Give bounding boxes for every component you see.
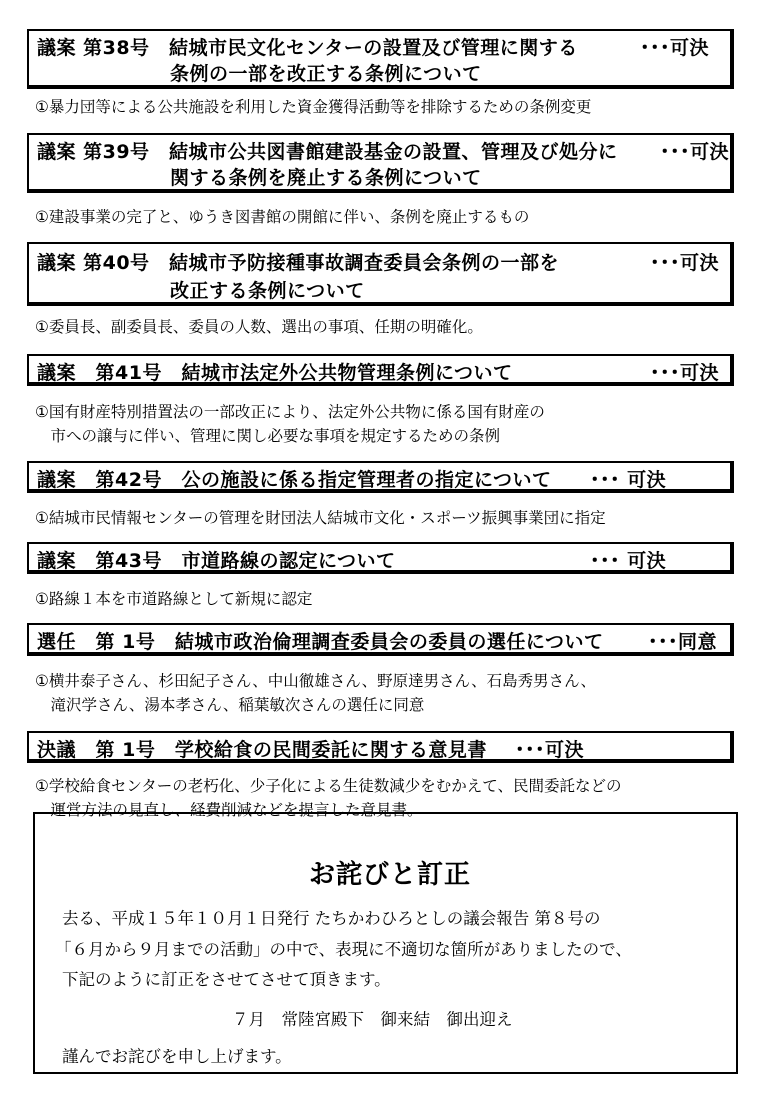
bill-result-42: ･･･ 可決 (590, 469, 667, 491)
appointment-heading-1: 選任 第 1号 結城市政治倫理調査委員会の委員の選任について (37, 631, 604, 653)
bill-result-41: ･･･可決 (650, 362, 720, 384)
bill-heading-43: 議案 第43号 市道路線の認定について (37, 550, 396, 572)
bill-desc-41-line1: ①国有財産特別措置法の一部改正により、法定外公共物に係る国有財産の (35, 403, 545, 421)
resolution-desc-line2: 運営方法の見直し、経費削減などを提言した意見書。 (35, 801, 423, 819)
bill-result-39: ･･･可決 (660, 141, 730, 163)
resolution-result-1: ･･･可決 (515, 739, 585, 761)
bill-result-38: ･･･可決 (640, 37, 710, 59)
appointment-desc-line1: ①横井泰子さん、杉田紀子さん、中山徹雄さん、野原達男さん、石島秀男さん、 (35, 672, 597, 690)
bill-desc-42: ①結城市民情報センターの管理を財団法人結城市文化・スポーツ振興事業団に指定 (35, 509, 606, 527)
appointment-desc-line2: 滝沢学さん、湯本孝さん、稲葉敏次さんの選任に同意 (35, 696, 425, 714)
resolution-heading-1: 決議 第 1号 学校給食の民間委託に関する意見書 (37, 739, 487, 761)
bill-heading-42: 議案 第42号 公の施設に係る指定管理者の指定について (37, 469, 552, 491)
bill-heading-40-cont: 改正する条例について (170, 280, 365, 302)
bill-heading-40: 議案 第40号 結城市予防接種事故調査委員会条例の一部を (37, 252, 560, 274)
bill-heading-38: 議案 第38号 結城市民文化センターの設置及び管理に関する (37, 37, 578, 59)
bill-heading-39: 議案 第39号 結城市公共図書館建設基金の設置、管理及び処分に (37, 141, 618, 163)
bill-result-40: ･･･可決 (650, 252, 720, 274)
bill-desc-39: ①建設事業の完了と、ゆうき図書館の開館に伴い、条例を廃止するもの (35, 208, 530, 226)
apology-correction: ７月 常陸宮殿下 御来結 御出迎え (232, 1010, 513, 1029)
apology-title: お詫びと訂正 (308, 860, 471, 890)
bill-heading-41: 議案 第41号 結城市法定外公共物管理条例について (37, 362, 513, 384)
apology-line-1: 去る、平成１５年１０月１日発行 たちかわひろとしの議会報告 第８号の (62, 909, 601, 928)
apology-line-3: 下記のように訂正をさせてさせて頂きます。 (62, 970, 391, 989)
bill-result-43: ･･･ 可決 (590, 550, 667, 572)
bill-desc-43: ①路線１本を市道路線として新規に認定 (35, 590, 313, 608)
bill-desc-41-line2: 市への譲与に伴い、管理に関し必要な事項を規定するための条例 (35, 427, 501, 445)
apology-line-2: 「６月から９月までの活動」の中で、表現に不適切な箇所がありましたので、 (55, 940, 632, 959)
bill-desc-40: ①委員長、副委員長、委員の人数、選出の事項、任期の明確化。 (35, 318, 483, 336)
resolution-desc-line1: ①学校給食センターの老朽化、少子化による生徒数減少をむかえて、民間委託などの (35, 777, 622, 795)
apology-closing: 謹んでお詫びを申し上げます。 (62, 1047, 292, 1066)
bill-heading-39-cont: 関する条例を廃止する条例について (170, 167, 482, 189)
bill-heading-38-cont: 条例の一部を改正する条例について (170, 63, 482, 85)
bill-desc-38: ①暴力団等による公共施設を利用した資金獲得活動等を排除するための条例変更 (35, 98, 592, 116)
appointment-result-1: ･･･同意 (648, 631, 718, 653)
